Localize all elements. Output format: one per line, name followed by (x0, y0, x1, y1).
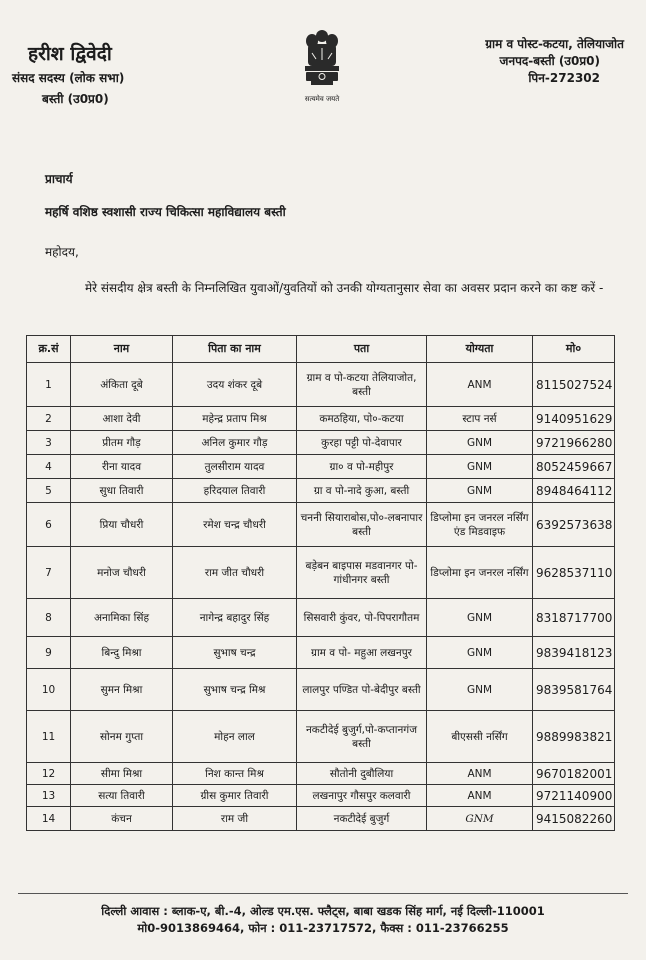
cell-father: मोहन लाल (173, 711, 297, 763)
cell-father: महेन्द्र प्रताप मिश्र (173, 407, 297, 431)
cell-qualification: स्टाप नर्स (427, 407, 533, 431)
cell-qualification: ANM (427, 763, 533, 785)
cell-address: ग्रा० व पो-महीपुर (297, 455, 427, 479)
cell-serial: 7 (27, 547, 71, 599)
cell-father: ग्रीस कुमार तिवारी (173, 785, 297, 807)
cell-mobile: 8948464112 (533, 479, 615, 503)
cell-address: ग्राम व पो-कटया तेलियाजोत, बस्ती (297, 363, 427, 407)
table-row (27, 807, 615, 831)
cell-mobile: 9628537110 (533, 547, 615, 599)
cell-mobile: 8318717700 (533, 599, 615, 637)
sender-block (12, 40, 124, 107)
table-row (27, 479, 615, 503)
address-line-1: ग्राम व पोस्ट-कटया, तेलियाजोत (485, 37, 624, 51)
candidate-table (26, 335, 615, 831)
cell-qualification: GNM (427, 669, 533, 711)
table-row (27, 599, 615, 637)
cell-serial: 6 (27, 503, 71, 547)
cell-serial: 12 (27, 763, 71, 785)
cell-name: कंचन (71, 807, 173, 831)
address-line-3: पिन-272302 (528, 71, 600, 85)
cell-name: सीमा मिश्रा (71, 763, 173, 785)
col-header-name: नाम (71, 336, 173, 363)
cell-qualification: GNM (427, 599, 533, 637)
col-header-qualification: योग्यता (427, 336, 533, 363)
emblem-motto: सत्यमेव जयते (304, 95, 340, 103)
table-row (27, 763, 615, 785)
sender-designation: संसद सदस्य (लोक सभा) (12, 71, 125, 85)
sender-place: बस्ती (उ0प्र0) (42, 92, 109, 106)
cell-serial: 11 (27, 711, 71, 763)
table-row (27, 669, 615, 711)
cell-serial: 13 (27, 785, 71, 807)
cell-mobile: 9140951629 (533, 407, 615, 431)
cell-father: उदय शंकर दूबे (173, 363, 297, 407)
cell-mobile: 9889983821 (533, 711, 615, 763)
cell-serial: 1 (27, 363, 71, 407)
lion-capital-icon (299, 28, 345, 90)
cell-address: चननी सियाराबोस,पो०-लबनापार बस्ती (297, 503, 427, 547)
cell-address: लखनापुर गौसपुर कलवारी (297, 785, 427, 807)
cell-mobile: 8052459667 (533, 455, 615, 479)
cell-father: सुभाष चन्द्र मिश्र (173, 669, 297, 711)
footer-delhi-address: दिल्ली आवास : ब्लाक-ए, बी.-4, ओल्ड एम.एस. फ्लैट्स, बाबा खडक सिंह मार्ग, नई दिल्ली-110001 (101, 904, 545, 918)
cell-name: सोनम गुप्ता (71, 711, 173, 763)
cell-father: तुलसीराम यादव (173, 455, 297, 479)
cell-address: ग्राम व पो- महुआ लखनपुर (297, 637, 427, 669)
cell-name: अनामिका सिंह (71, 599, 173, 637)
sender-name: हरीश द्विवेदी (28, 43, 112, 65)
cell-qualification: ANM (427, 363, 533, 407)
recipient: प्राचार्य (45, 172, 73, 186)
table-header-row (27, 336, 615, 363)
cell-father: हरिदयाल तिवारी (173, 479, 297, 503)
cell-name: सुधा तिवारी (71, 479, 173, 503)
cell-father: नागेन्द्र बहादुर सिंह (173, 599, 297, 637)
table-row (27, 431, 615, 455)
table-row (27, 637, 615, 669)
cell-name: सत्या तिवारी (71, 785, 173, 807)
cell-name: रीना यादव (71, 455, 173, 479)
table-row (27, 363, 615, 407)
cell-serial: 2 (27, 407, 71, 431)
cell-name: मनोज चौधरी (71, 547, 173, 599)
cell-mobile: 9415082260 (533, 807, 615, 831)
cell-qualification: GNM (427, 431, 533, 455)
cell-father: राम जी (173, 807, 297, 831)
table-row (27, 547, 615, 599)
cell-father: निश कान्त मिश्र (173, 763, 297, 785)
cell-qualification: ANM (427, 785, 533, 807)
cell-address: नकटीदेई बुजुर्ग (297, 807, 427, 831)
table-row (27, 455, 615, 479)
cell-serial: 14 (27, 807, 71, 831)
cell-address: सौतोनी दुबौलिया (297, 763, 427, 785)
cell-name: आशा देवी (71, 407, 173, 431)
cell-address: बड़ेबन बाइपास मडवानगर पो-गांधीनगर बस्ती (297, 547, 427, 599)
cell-name: बिन्दु मिश्रा (71, 637, 173, 669)
table-row (27, 711, 615, 763)
cell-mobile: 9839418123 (533, 637, 615, 669)
cell-name: सुमन मिश्रा (71, 669, 173, 711)
cell-serial: 4 (27, 455, 71, 479)
cell-name: अंकिता दूबे (71, 363, 173, 407)
footer-divider (18, 893, 628, 894)
sender-address (485, 36, 624, 87)
college-name: महर्षि वशिष्ठ स्वशासी राज्य चिकित्सा महाविद्यालय बस्ती (45, 205, 286, 219)
letter-body: मेरे संसदीय क्षेत्र बस्ती के निम्नलिखित युवाओं/युवतियों को उनकी योग्यतानुसार सेवा का अवसर प्रदान करने का कष्ट करें - (85, 281, 604, 295)
cell-qualification: GNM (427, 637, 533, 669)
cell-name: प्रीतम गौड़ (71, 431, 173, 455)
cell-serial: 10 (27, 669, 71, 711)
cell-mobile: 8115027524 (533, 363, 615, 407)
col-header-father: पिता का नाम (173, 336, 297, 363)
col-header-address: पता (297, 336, 427, 363)
cell-serial: 9 (27, 637, 71, 669)
cell-mobile: 9839581764 (533, 669, 615, 711)
cell-serial: 3 (27, 431, 71, 455)
address-line-2: जनपद-बस्ती (उ0प्र0) (499, 54, 600, 68)
cell-father: राम जीत चौधरी (173, 547, 297, 599)
cell-qualification: GNM (427, 807, 533, 831)
cell-qualification: डिप्लोमा इन जनरल नर्सिंग (427, 547, 533, 599)
cell-name: प्रिया चौधरी (71, 503, 173, 547)
cell-qualification: बीएससी नर्सिंग (427, 711, 533, 763)
cell-father: अनिल कुमार गौड़ (173, 431, 297, 455)
cell-qualification: GNM (427, 455, 533, 479)
cell-address: लालपुर पण्डित पो-बेदीपुर बस्ती (297, 669, 427, 711)
cell-address: सिसवारी कुंवर, पो-पिपरागौतम (297, 599, 427, 637)
cell-mobile: 9721140900 (533, 785, 615, 807)
cell-mobile: 9721966280 (533, 431, 615, 455)
col-header-mobile: मो० (533, 336, 615, 363)
cell-serial: 8 (27, 599, 71, 637)
cell-serial: 5 (27, 479, 71, 503)
cell-address: ग्रा व पो-नादे कुआ, बस्ती (297, 479, 427, 503)
cell-address: कमठहिया, पो०-कटया (297, 407, 427, 431)
table-row (27, 407, 615, 431)
cell-address: नकटीदेई बुजुर्ग,पो-कप्तानगंज बस्ती (297, 711, 427, 763)
salutation: महोदय, (45, 245, 79, 259)
footer-contact: मो0-9013869464, फोन : 011-23717572, फैक्स : 011-23766255 (137, 921, 509, 935)
cell-qualification: डिप्लोमा इन जनरल नर्सिंग एंड मिडवाइफ (427, 503, 533, 547)
cell-father: सुभाष चन्द्र (173, 637, 297, 669)
cell-mobile: 6392573638 (533, 503, 615, 547)
cell-father: रमेश चन्द्र चौधरी (173, 503, 297, 547)
cell-qualification: GNM (427, 479, 533, 503)
national-emblem (290, 28, 354, 104)
table-row (27, 503, 615, 547)
cell-mobile: 9670182001 (533, 763, 615, 785)
col-header-serial: क्र.सं (27, 336, 71, 363)
cell-address: कुरहा पट्टी पो-देवापार (297, 431, 427, 455)
table-row (27, 785, 615, 807)
